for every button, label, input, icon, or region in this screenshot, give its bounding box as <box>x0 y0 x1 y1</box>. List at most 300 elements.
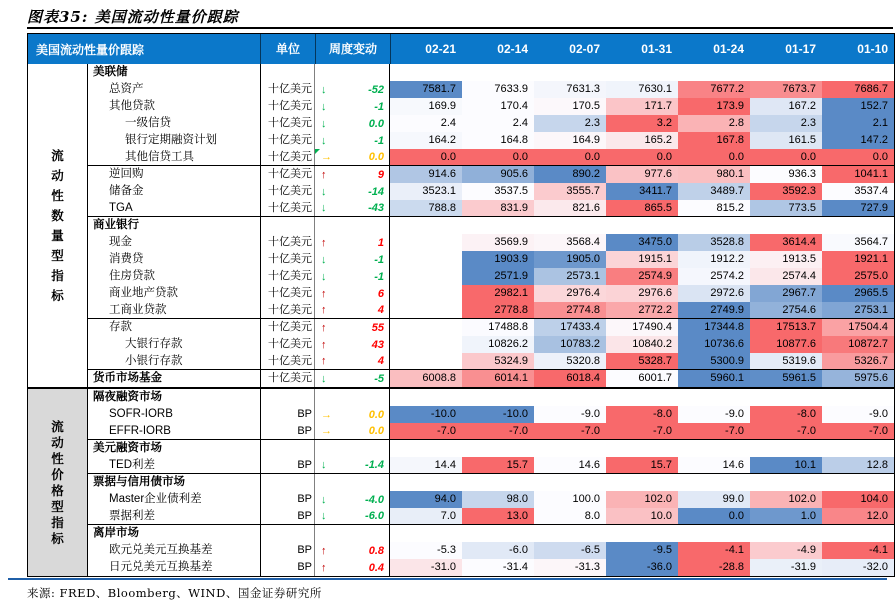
data-cell: 788.8 <box>390 200 462 216</box>
unit-cell: 十亿美元 <box>260 115 315 132</box>
data-cell: 10840.2 <box>606 336 678 353</box>
unit-cell <box>260 474 315 491</box>
table-row <box>88 474 894 491</box>
data-cell: -31.0 <box>390 559 462 576</box>
arrow-right-icon: → <box>321 425 332 437</box>
week-change-cell <box>315 559 390 576</box>
data-cell <box>822 440 894 457</box>
band-char: 标 <box>51 531 64 546</box>
change-value: -43 <box>368 202 384 214</box>
data-cell: 13.0 <box>462 508 534 524</box>
label-cell: 日元兑美元互换基差 <box>109 561 213 573</box>
table-row <box>88 353 894 370</box>
data-cell: 5300.9 <box>678 353 750 369</box>
data-cell: -7.0 <box>822 423 894 439</box>
band-char: 型 <box>51 248 64 263</box>
data-cell: 0.0 <box>678 508 750 524</box>
label-cell: 存款 <box>109 321 132 333</box>
table-row <box>88 389 894 406</box>
unit-cell: 十亿美元 <box>260 285 315 302</box>
data-cell: 2772.2 <box>606 302 678 318</box>
data-cell: 2.4 <box>390 115 462 132</box>
week-change-cell <box>315 115 390 132</box>
label-cell: 工商业贷款 <box>109 304 167 316</box>
data-cell <box>462 525 534 542</box>
data-cell: -8.0 <box>750 406 822 423</box>
data-cell: 2753.1 <box>822 302 894 318</box>
data-cell: 7633.9 <box>462 81 534 98</box>
data-cell: 6018.4 <box>534 370 606 387</box>
unit-cell: 十亿美元 <box>260 81 315 98</box>
change-value: -1 <box>374 270 384 283</box>
data-cell: 2574.9 <box>606 268 678 285</box>
data-cell: -8.0 <box>606 406 678 423</box>
data-cell: -7.0 <box>750 423 822 439</box>
week-change-cell <box>315 217 390 234</box>
data-cell: 914.6 <box>390 166 462 183</box>
data-cell <box>822 474 894 491</box>
data-cell <box>390 319 462 336</box>
table-row <box>88 268 894 285</box>
table-row <box>88 559 894 576</box>
data-cell: 3614.4 <box>750 234 822 251</box>
table-row <box>88 508 894 525</box>
header-date-01-10: 01-10 <box>857 42 888 56</box>
arrow-down-icon: ↓ <box>321 493 327 506</box>
data-cell <box>606 389 678 406</box>
label-cell: 美元融资市场 <box>93 442 162 454</box>
week-change-cell <box>315 389 390 406</box>
data-cell: 17513.7 <box>750 319 822 336</box>
data-cell: 1915.1 <box>606 251 678 268</box>
data-cell: 5328.7 <box>606 353 678 369</box>
data-cell: 2976.6 <box>606 285 678 302</box>
table-row <box>88 302 894 319</box>
unit-cell: 十亿美元 <box>260 353 315 369</box>
table-row <box>88 285 894 302</box>
data-cell <box>390 285 462 302</box>
data-cell: 102.0 <box>606 491 678 508</box>
section-rows <box>88 64 894 387</box>
table-row <box>88 132 894 149</box>
arrow-down-icon: ↓ <box>321 100 327 113</box>
comment-marker <box>315 149 320 154</box>
data-cell: 0.0 <box>606 149 678 165</box>
data-cell: 0.0 <box>822 149 894 165</box>
arrow-down-icon: ↓ <box>321 117 327 130</box>
change-value: 4 <box>377 355 384 367</box>
band-char: 量 <box>51 228 64 243</box>
header-weekly-change: 周度变动 <box>315 34 390 64</box>
unit-cell: BP <box>260 491 315 508</box>
data-cell: 0.0 <box>534 149 606 165</box>
data-cell <box>390 353 462 369</box>
data-cell: 167.2 <box>750 98 822 115</box>
unit-cell <box>260 217 315 234</box>
arrow-down-icon: ↓ <box>321 83 327 96</box>
data-cell <box>822 64 894 81</box>
unit-cell: 十亿美元 <box>260 132 315 149</box>
data-cell <box>534 474 606 491</box>
data-cell: 890.2 <box>534 166 606 183</box>
data-cell: 6001.7 <box>606 370 678 387</box>
data-cell: 2574.4 <box>750 268 822 285</box>
label-cell: 现金 <box>109 236 132 248</box>
band-char: 格 <box>51 483 64 498</box>
change-value: 43 <box>371 338 384 351</box>
week-change-cell <box>315 440 390 457</box>
arrow-right-icon: → <box>321 408 332 421</box>
change-value: -6.0 <box>365 510 384 522</box>
band-char: 数 <box>51 208 64 223</box>
arrow-down-icon: ↓ <box>321 134 327 147</box>
unit-cell: 十亿美元 <box>260 200 315 216</box>
unit-cell: 十亿美元 <box>260 149 315 165</box>
unit-cell: BP <box>260 508 315 524</box>
data-cell: -9.5 <box>606 542 678 559</box>
data-cell <box>678 217 750 234</box>
label-cell: 消费贷 <box>109 253 144 265</box>
data-cell <box>390 474 462 491</box>
title-rule <box>27 27 893 29</box>
data-cell: 6014.1 <box>462 370 534 387</box>
data-cell: 17488.8 <box>462 319 534 336</box>
data-cell: 8.0 <box>534 508 606 524</box>
data-cell: 1041.1 <box>822 166 894 183</box>
table-row <box>88 491 894 508</box>
data-cell: 0.0 <box>390 149 462 165</box>
table-row <box>88 81 894 98</box>
data-cell: 3528.8 <box>678 234 750 251</box>
arrow-right-icon: → <box>321 151 332 163</box>
change-value: -52 <box>368 83 384 96</box>
data-cell <box>390 336 462 353</box>
data-cell: 7677.2 <box>678 81 750 98</box>
week-change-cell <box>315 423 390 439</box>
data-cell: 152.7 <box>822 98 894 115</box>
unit-cell: 十亿美元 <box>260 319 315 336</box>
label-cell: 票据利差 <box>109 510 155 522</box>
section-band-label <box>28 389 88 576</box>
data-cell <box>750 389 822 406</box>
data-cell: 936.3 <box>750 166 822 183</box>
table-row <box>88 200 894 217</box>
data-cell: 865.5 <box>606 200 678 216</box>
label-cell: SOFR-IORB <box>109 408 173 420</box>
arrow-down-icon: ↓ <box>321 253 327 266</box>
data-cell: 2982.1 <box>462 285 534 302</box>
data-cell: 821.6 <box>534 200 606 216</box>
week-change-cell <box>315 64 390 81</box>
data-cell: 15.7 <box>606 457 678 473</box>
data-cell: 3592.3 <box>750 183 822 200</box>
section-rows <box>88 389 894 576</box>
data-cell <box>390 251 462 268</box>
data-cell: 2972.6 <box>678 285 750 302</box>
table-row <box>88 64 894 81</box>
data-cell: 2967.7 <box>750 285 822 302</box>
data-cell: 773.5 <box>750 200 822 216</box>
week-change-cell <box>315 166 390 183</box>
data-cell: 17344.8 <box>678 319 750 336</box>
table-row <box>88 115 894 132</box>
data-cell: 3411.7 <box>606 183 678 200</box>
week-change-cell <box>315 285 390 302</box>
week-change-cell <box>315 268 390 285</box>
data-cell: 99.0 <box>678 491 750 508</box>
table-row <box>88 319 894 336</box>
label-cell: 住房贷款 <box>109 270 155 282</box>
data-cell: 7630.1 <box>606 81 678 98</box>
data-cell: 3.2 <box>606 115 678 132</box>
table-row <box>88 251 894 268</box>
unit-cell <box>260 389 315 406</box>
band-char: 动 <box>51 168 64 183</box>
data-cell <box>390 389 462 406</box>
data-cell: -36.0 <box>606 559 678 576</box>
week-change-cell <box>315 200 390 216</box>
table-row <box>88 336 894 353</box>
data-cell: 2749.9 <box>678 302 750 318</box>
table-header-row <box>28 34 894 64</box>
data-cell: 3489.7 <box>678 183 750 200</box>
data-cell: 2.8 <box>678 115 750 132</box>
label-cell: 商业银行 <box>93 219 139 231</box>
band-char: 性 <box>51 188 64 203</box>
data-cell: -9.0 <box>534 406 606 423</box>
band-char: 动 <box>51 435 64 450</box>
data-cell: 3564.7 <box>822 234 894 251</box>
table-row <box>88 217 894 234</box>
data-cell <box>606 440 678 457</box>
data-cell: -28.8 <box>678 559 750 576</box>
label-cell: 其他信贷工具 <box>125 151 194 163</box>
data-cell: 171.7 <box>606 98 678 115</box>
data-cell: 7686.7 <box>822 81 894 98</box>
source-note: 来源: FRED、Bloomberg、WIND、国金证券研究所 <box>27 586 322 600</box>
label-cell: 银行定期融资计划 <box>125 134 217 146</box>
unit-cell: BP <box>260 559 315 576</box>
data-cell <box>750 217 822 234</box>
data-cell: 12.0 <box>822 508 894 524</box>
arrow-up-icon: ↑ <box>321 304 327 316</box>
arrow-up-icon: ↑ <box>321 544 327 557</box>
arrow-down-icon: ↓ <box>321 185 327 198</box>
data-cell: 3475.0 <box>606 234 678 251</box>
change-value: 0.8 <box>368 544 384 557</box>
data-cell: 3523.1 <box>390 183 462 200</box>
figure-title: 图表35: 美国流动性量价跟踪 <box>27 8 239 26</box>
data-cell <box>390 525 462 542</box>
change-value: 6 <box>377 287 384 300</box>
data-cell: 170.4 <box>462 98 534 115</box>
data-cell <box>390 440 462 457</box>
header-date-01-17: 01-17 <box>785 42 816 56</box>
label-cell: 美联储 <box>93 66 128 78</box>
data-cell <box>822 525 894 542</box>
data-cell: -7.0 <box>534 423 606 439</box>
data-cell <box>678 525 750 542</box>
data-cell: 164.8 <box>462 132 534 149</box>
unit-cell: 十亿美元 <box>260 166 315 183</box>
label-cell: EFFR-IORB <box>109 425 171 437</box>
data-cell: 10.0 <box>606 508 678 524</box>
arrow-up-icon: ↑ <box>321 236 327 249</box>
data-cell: 2965.5 <box>822 285 894 302</box>
data-cell: 14.4 <box>390 457 462 473</box>
data-cell <box>750 64 822 81</box>
data-cell: -6.0 <box>462 542 534 559</box>
data-cell: 10826.2 <box>462 336 534 353</box>
change-value: -5 <box>374 372 384 385</box>
band-char: 性 <box>51 451 64 466</box>
arrow-up-icon: ↑ <box>321 321 327 334</box>
header-date-02-14: 02-14 <box>497 42 528 56</box>
data-cell <box>750 525 822 542</box>
data-cell: 1913.5 <box>750 251 822 268</box>
data-cell: 2.4 <box>462 115 534 132</box>
data-cell <box>534 440 606 457</box>
data-cell: 17504.4 <box>822 319 894 336</box>
data-cell <box>822 217 894 234</box>
data-cell: 2.3 <box>534 115 606 132</box>
unit-cell: 十亿美元 <box>260 251 315 268</box>
data-cell: 2575.0 <box>822 268 894 285</box>
data-cell: 905.6 <box>462 166 534 183</box>
data-cell <box>678 64 750 81</box>
unit-cell: 十亿美元 <box>260 98 315 115</box>
label-cell: TED利差 <box>109 459 155 471</box>
data-cell: 15.7 <box>462 457 534 473</box>
section-band-label <box>28 64 88 387</box>
arrow-up-icon: ↑ <box>321 287 327 300</box>
week-change-cell <box>315 149 390 165</box>
data-cell: 2571.9 <box>462 268 534 285</box>
arrow-down-icon: ↓ <box>321 459 327 471</box>
data-cell: 2778.8 <box>462 302 534 318</box>
unit-cell: BP <box>260 542 315 559</box>
arrow-down-icon: ↓ <box>321 202 327 214</box>
unit-cell: BP <box>260 457 315 473</box>
change-value: 0.0 <box>368 425 384 437</box>
arrow-up-icon: ↑ <box>321 338 327 351</box>
liquidity-tracking-table <box>27 33 895 577</box>
change-value: -1.4 <box>365 459 384 471</box>
band-char: 流 <box>51 148 64 163</box>
data-cell <box>462 389 534 406</box>
band-char: 指 <box>51 515 64 530</box>
data-cell: 167.8 <box>678 132 750 149</box>
band-char: 指 <box>51 268 64 283</box>
unit-cell <box>260 64 315 81</box>
data-cell: 170.5 <box>534 98 606 115</box>
unit-cell <box>260 525 315 542</box>
table-row <box>88 183 894 200</box>
data-cell: 1921.1 <box>822 251 894 268</box>
header-date-02-07: 02-07 <box>569 42 600 56</box>
change-value: 55 <box>371 321 384 334</box>
week-change-cell <box>315 353 390 369</box>
change-value: -1 <box>374 134 384 147</box>
table-row <box>88 525 894 542</box>
data-cell <box>534 389 606 406</box>
week-change-cell <box>315 406 390 423</box>
data-cell <box>678 474 750 491</box>
data-cell: 14.6 <box>678 457 750 473</box>
label-cell: 逆回购 <box>109 168 144 180</box>
table-row <box>88 423 894 440</box>
data-cell: 17490.4 <box>606 319 678 336</box>
header-date-02-21: 02-21 <box>390 34 462 64</box>
data-cell: 1905.0 <box>534 251 606 268</box>
unit-cell <box>260 440 315 457</box>
label-cell: TGA <box>109 202 133 214</box>
unit-cell: 十亿美元 <box>260 336 315 353</box>
data-cell: 10736.6 <box>678 336 750 353</box>
data-cell: -31.3 <box>534 559 606 576</box>
data-cell: 12.8 <box>822 457 894 473</box>
label-cell: 储备金 <box>109 185 144 197</box>
change-value: 1 <box>377 236 384 249</box>
data-cell: 2976.4 <box>534 285 606 302</box>
source-rule <box>8 578 887 580</box>
table-body <box>28 64 894 576</box>
week-change-cell <box>315 508 390 524</box>
data-cell: 1903.9 <box>462 251 534 268</box>
label-cell: 隔夜融资市场 <box>93 391 162 403</box>
data-cell <box>750 440 822 457</box>
data-cell <box>822 389 894 406</box>
header-unit: 单位 <box>260 34 315 64</box>
data-cell: 5960.1 <box>678 370 750 387</box>
data-cell: 2754.6 <box>750 302 822 318</box>
label-cell: 大银行存款 <box>125 338 183 350</box>
change-value: -4.0 <box>365 493 384 506</box>
week-change-cell <box>315 474 390 491</box>
unit-cell: 十亿美元 <box>260 268 315 285</box>
data-cell: 3555.7 <box>534 183 606 200</box>
data-cell <box>390 268 462 285</box>
change-value: -1 <box>374 253 384 266</box>
change-value: -14 <box>368 185 384 198</box>
data-cell: 727.9 <box>822 200 894 216</box>
data-cell: 5326.7 <box>822 353 894 369</box>
data-cell <box>462 440 534 457</box>
data-cell <box>750 474 822 491</box>
data-cell: -6.5 <box>534 542 606 559</box>
unit-cell: 十亿美元 <box>260 370 315 387</box>
section-quantity-indicators <box>28 64 894 387</box>
data-cell <box>606 64 678 81</box>
week-change-cell <box>315 370 390 387</box>
data-cell: 2774.8 <box>534 302 606 318</box>
data-cell: 102.0 <box>750 491 822 508</box>
week-change-cell <box>315 234 390 251</box>
data-cell: 2.3 <box>750 115 822 132</box>
data-cell: 104.0 <box>822 491 894 508</box>
data-cell <box>462 474 534 491</box>
data-cell: 2574.2 <box>678 268 750 285</box>
data-cell: -4.1 <box>678 542 750 559</box>
data-cell: -7.0 <box>390 423 462 439</box>
unit-cell: BP <box>260 423 315 439</box>
label-cell: 商业地产贷款 <box>109 287 178 299</box>
data-cell: 0.0 <box>750 149 822 165</box>
data-cell: 0.0 <box>678 149 750 165</box>
data-cell: 2573.1 <box>534 268 606 285</box>
label-cell: 其他贷款 <box>109 100 155 112</box>
week-change-cell <box>315 302 390 318</box>
